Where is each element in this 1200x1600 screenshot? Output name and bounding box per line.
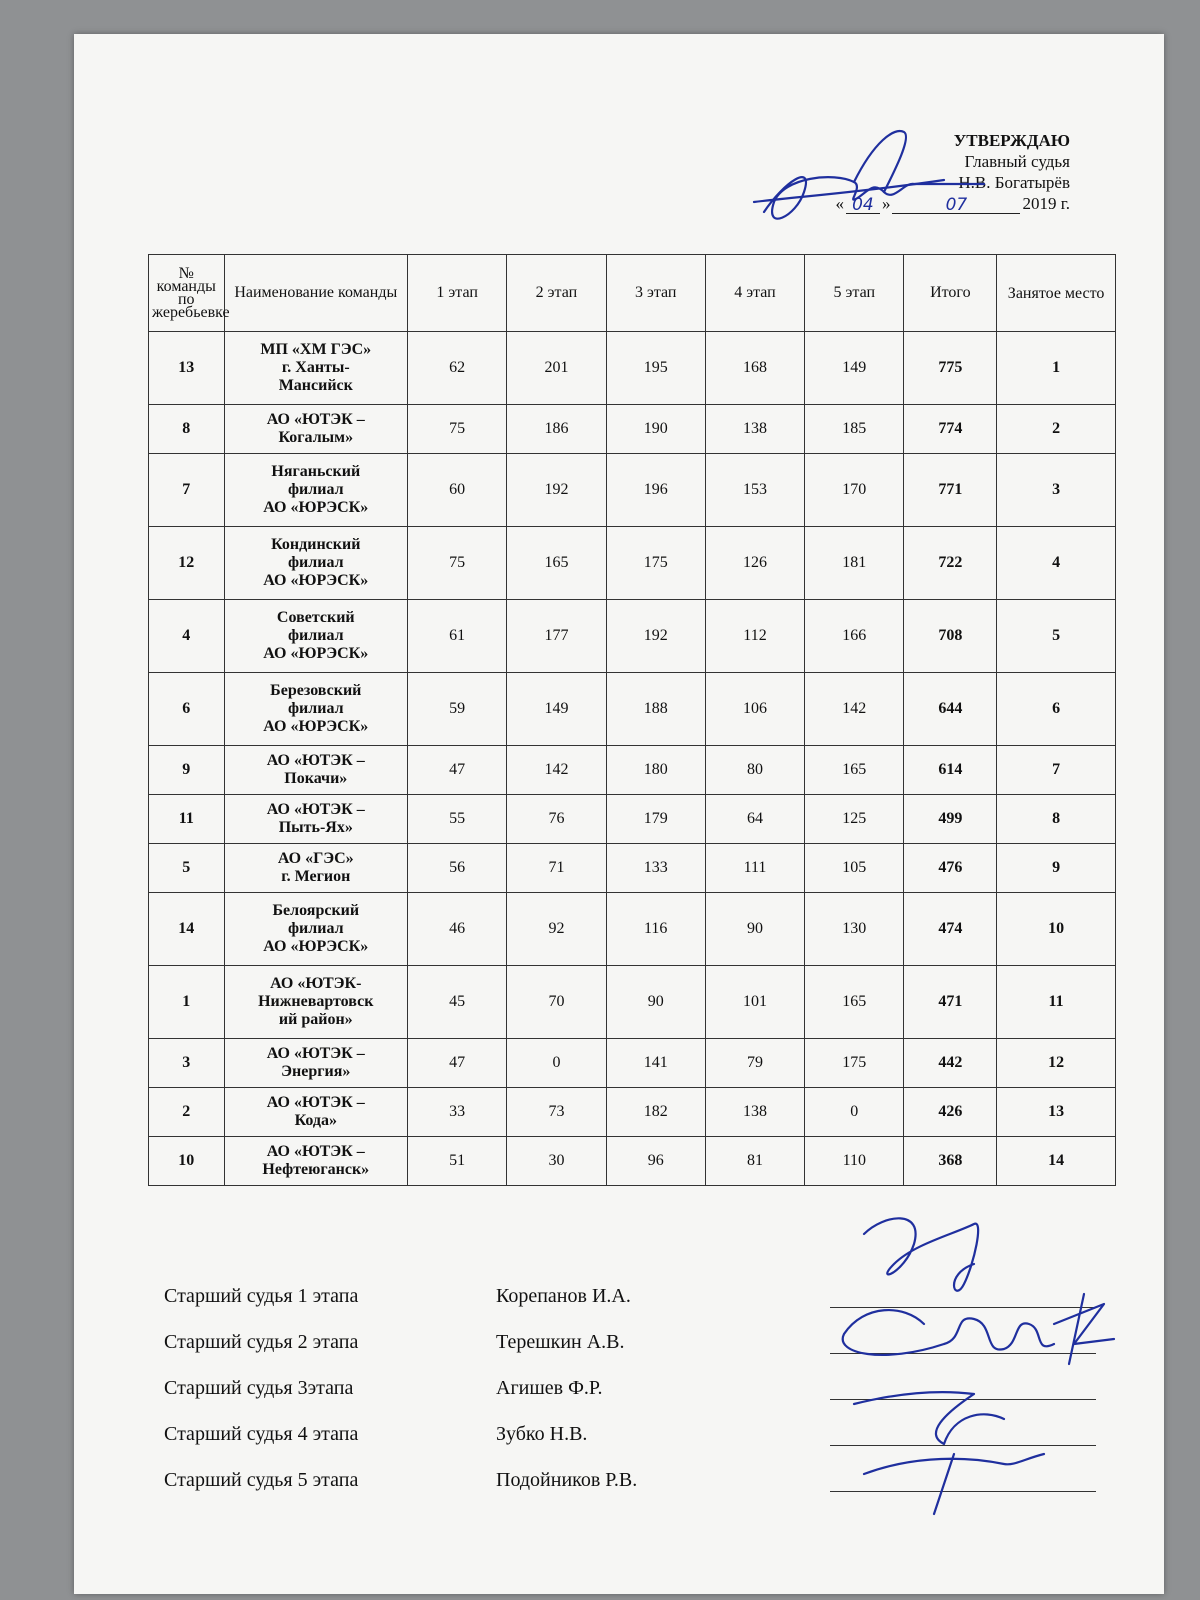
place-cell: 3 <box>997 454 1116 527</box>
judges-list <box>164 1262 1114 1492</box>
stage-1-score-cell: 59 <box>408 673 507 746</box>
place-cell: 6 <box>997 673 1116 746</box>
team-name-line: АО «ЮРЭСК» <box>263 572 369 589</box>
place-cell: 9 <box>997 844 1116 893</box>
header-total: Итого <box>904 255 997 332</box>
date-month: 07 <box>892 195 1020 214</box>
team-name-line: Когалым» <box>278 429 354 446</box>
place-cell: 1 <box>997 332 1116 405</box>
table-row <box>149 795 1116 844</box>
stage-4-score-cell: 168 <box>705 332 804 405</box>
stage-3-score-cell: 188 <box>606 673 705 746</box>
approval-date <box>810 193 1070 214</box>
team-name-cell <box>224 1039 407 1088</box>
stage-3-score-cell: 190 <box>606 405 705 454</box>
stage-2-score-cell: 186 <box>507 405 606 454</box>
team-name-line: АО «ЮТЭК – <box>266 1143 365 1160</box>
team-name-line: Энергия» <box>281 1063 351 1080</box>
judge-role: Старший судья 2 этапа <box>164 1331 359 1353</box>
stage-5-score-cell: 105 <box>805 844 904 893</box>
team-name-line: Мансийск <box>278 377 353 394</box>
stage-4-score-cell: 138 <box>705 405 804 454</box>
date-open-quote: « <box>835 194 844 213</box>
total-score-cell: 471 <box>904 966 997 1039</box>
total-score-cell: 644 <box>904 673 997 746</box>
team-number-cell: 10 <box>149 1137 225 1186</box>
team-name-line: Белоярский <box>272 902 360 919</box>
team-number-cell: 3 <box>149 1039 225 1088</box>
stage-4-score-cell: 101 <box>705 966 804 1039</box>
header-stage-4: 4 этап <box>705 255 804 332</box>
stage-5-score-cell: 110 <box>805 1137 904 1186</box>
team-name-cell <box>224 332 407 405</box>
judge-role: Старший судья 1 этапа <box>164 1285 359 1307</box>
stage-1-score-cell: 47 <box>408 1039 507 1088</box>
team-number-cell: 9 <box>149 746 225 795</box>
team-number-cell: 4 <box>149 600 225 673</box>
table-row <box>149 527 1116 600</box>
team-name-line: Покачи» <box>284 770 348 787</box>
signature-line <box>830 1287 1096 1308</box>
table-row <box>149 673 1116 746</box>
stage-2-score-cell: 76 <box>507 795 606 844</box>
judge-name: Подойников Р.В. <box>496 1469 638 1491</box>
stage-2-score-cell: 177 <box>507 600 606 673</box>
team-name-line: Пыть-Ях» <box>278 819 353 836</box>
total-score-cell: 442 <box>904 1039 997 1088</box>
signature-line <box>830 1471 1096 1492</box>
team-number-cell: 1 <box>149 966 225 1039</box>
table-row <box>149 600 1116 673</box>
date-year: 2019 г. <box>1022 194 1070 213</box>
stage-3-score-cell: 141 <box>606 1039 705 1088</box>
team-name-line: Березовский <box>270 682 362 699</box>
team-name-cell <box>224 454 407 527</box>
team-name-line: АО «ЮТЭК – <box>266 752 365 769</box>
stage-1-score-cell: 45 <box>408 966 507 1039</box>
stage-5-score-cell: 165 <box>805 966 904 1039</box>
table-row <box>149 746 1116 795</box>
team-name-cell <box>224 600 407 673</box>
team-name-cell <box>224 1137 407 1186</box>
stage-1-score-cell: 47 <box>408 746 507 795</box>
stage-5-score-cell: 125 <box>805 795 904 844</box>
place-cell: 8 <box>997 795 1116 844</box>
team-name-line: г. Ханты- <box>281 359 350 376</box>
stage-4-score-cell: 112 <box>705 600 804 673</box>
judge-row-4 <box>164 1400 1114 1446</box>
stage-3-score-cell: 96 <box>606 1137 705 1186</box>
total-score-cell: 474 <box>904 893 997 966</box>
judge-name: Корепанов И.А. <box>496 1285 631 1307</box>
stage-5-score-cell: 149 <box>805 332 904 405</box>
total-score-cell: 722 <box>904 527 997 600</box>
table-row <box>149 1039 1116 1088</box>
signature-line <box>830 1425 1096 1446</box>
total-score-cell: 771 <box>904 454 997 527</box>
header-team-number: № команды по жеребьевке <box>149 255 225 332</box>
total-score-cell: 774 <box>904 405 997 454</box>
team-name-line: АО «ГЭС» <box>277 850 354 867</box>
total-score-cell: 499 <box>904 795 997 844</box>
team-number-cell: 11 <box>149 795 225 844</box>
stage-4-score-cell: 126 <box>705 527 804 600</box>
judge-name: Агишев Ф.Р. <box>496 1377 603 1399</box>
judge-role: Старший судья 4 этапа <box>164 1423 359 1445</box>
stage-1-score-cell: 56 <box>408 844 507 893</box>
team-number-cell: 7 <box>149 454 225 527</box>
signature-line <box>830 1379 1096 1400</box>
stage-4-score-cell: 138 <box>705 1088 804 1137</box>
team-name-line: филиал <box>287 700 344 717</box>
stage-4-score-cell: 81 <box>705 1137 804 1186</box>
place-cell: 12 <box>997 1039 1116 1088</box>
table-header-row <box>149 255 1116 332</box>
total-score-cell: 368 <box>904 1137 997 1186</box>
document-sheet <box>74 34 1164 1594</box>
stage-5-score-cell: 185 <box>805 405 904 454</box>
stage-5-score-cell: 170 <box>805 454 904 527</box>
place-cell: 10 <box>997 893 1116 966</box>
approval-name: Н.В. Богатырёв <box>958 173 1070 192</box>
judge-row-5 <box>164 1446 1114 1492</box>
stage-1-score-cell: 60 <box>408 454 507 527</box>
team-name-cell <box>224 1088 407 1137</box>
team-name-line: АО «ЮТЭК – <box>266 1045 365 1062</box>
results-body <box>149 332 1116 1186</box>
stage-5-score-cell: 130 <box>805 893 904 966</box>
stage-1-score-cell: 51 <box>408 1137 507 1186</box>
header-stage-1: 1 этап <box>408 255 507 332</box>
place-cell: 14 <box>997 1137 1116 1186</box>
table-row <box>149 966 1116 1039</box>
place-cell: 13 <box>997 1088 1116 1137</box>
team-name-cell <box>224 746 407 795</box>
stage-1-score-cell: 46 <box>408 893 507 966</box>
stage-2-score-cell: 149 <box>507 673 606 746</box>
stage-4-score-cell: 106 <box>705 673 804 746</box>
team-name-line: АО «ЮРЭСК» <box>263 645 369 662</box>
team-name-line: АО «ЮРЭСК» <box>263 718 369 735</box>
stage-5-score-cell: 142 <box>805 673 904 746</box>
team-name-line: филиал <box>287 627 344 644</box>
stage-2-score-cell: 142 <box>507 746 606 795</box>
total-score-cell: 775 <box>904 332 997 405</box>
stage-2-score-cell: 70 <box>507 966 606 1039</box>
team-number-cell: 12 <box>149 527 225 600</box>
stage-3-score-cell: 180 <box>606 746 705 795</box>
team-number-cell: 14 <box>149 893 225 966</box>
judge-role: Старший судья 5 этапа <box>164 1469 359 1491</box>
team-name-cell <box>224 795 407 844</box>
stage-2-score-cell: 192 <box>507 454 606 527</box>
stage-4-score-cell: 153 <box>705 454 804 527</box>
total-score-cell: 708 <box>904 600 997 673</box>
team-name-line: Няганьский <box>271 463 361 480</box>
stage-2-score-cell: 201 <box>507 332 606 405</box>
stage-5-score-cell: 0 <box>805 1088 904 1137</box>
header-stage-5: 5 этап <box>805 255 904 332</box>
table-row <box>149 893 1116 966</box>
header-stage-3: 3 этап <box>606 255 705 332</box>
team-name-line: г. Мегион <box>281 868 351 885</box>
judge-name: Терешкин А.В. <box>496 1331 625 1353</box>
judge-role: Старший судья 3этапа <box>164 1377 354 1399</box>
judge-row-3 <box>164 1354 1114 1400</box>
team-name-line: МП «ХМ ГЭС» <box>260 341 372 358</box>
stage-1-score-cell: 33 <box>408 1088 507 1137</box>
stage-3-score-cell: 133 <box>606 844 705 893</box>
stage-3-score-cell: 182 <box>606 1088 705 1137</box>
stage-5-score-cell: 181 <box>805 527 904 600</box>
team-name-cell <box>224 527 407 600</box>
team-name-line: Нижневартовск <box>258 993 374 1010</box>
header-team-name: Наименование команды <box>224 255 407 332</box>
table-row <box>149 405 1116 454</box>
team-number-cell: 2 <box>149 1088 225 1137</box>
stage-2-score-cell: 165 <box>507 527 606 600</box>
team-name-cell <box>224 966 407 1039</box>
stage-1-score-cell: 61 <box>408 600 507 673</box>
team-number-cell: 8 <box>149 405 225 454</box>
date-day: 04 <box>846 195 880 214</box>
place-cell: 2 <box>997 405 1116 454</box>
team-name-line: АО «ЮРЭСК» <box>263 499 369 516</box>
team-name-cell <box>224 844 407 893</box>
stage-3-score-cell: 116 <box>606 893 705 966</box>
stage-3-score-cell: 90 <box>606 966 705 1039</box>
team-name-line: филиал <box>287 920 344 937</box>
approval-title: УТВЕРЖДАЮ <box>953 131 1070 150</box>
stage-2-score-cell: 73 <box>507 1088 606 1137</box>
team-name-cell <box>224 405 407 454</box>
stage-4-score-cell: 79 <box>705 1039 804 1088</box>
total-score-cell: 426 <box>904 1088 997 1137</box>
team-name-line: АО «ЮТЭК – <box>266 411 365 428</box>
stage-5-score-cell: 175 <box>805 1039 904 1088</box>
approval-block <box>810 130 1070 214</box>
team-name-line: АО «ЮРЭСК» <box>263 938 369 955</box>
stage-1-score-cell: 75 <box>408 527 507 600</box>
table-row <box>149 1137 1116 1186</box>
stage-3-score-cell: 179 <box>606 795 705 844</box>
team-number-cell: 13 <box>149 332 225 405</box>
stage-1-score-cell: 62 <box>408 332 507 405</box>
signature-line <box>830 1333 1096 1354</box>
stage-2-score-cell: 92 <box>507 893 606 966</box>
stage-4-score-cell: 90 <box>705 893 804 966</box>
team-name-line: Кондинский <box>271 536 361 553</box>
team-number-cell: 5 <box>149 844 225 893</box>
team-name-line: АО «ЮТЭК – <box>266 1094 365 1111</box>
team-name-cell <box>224 673 407 746</box>
team-name-line: филиал <box>287 481 344 498</box>
stage-5-score-cell: 166 <box>805 600 904 673</box>
stage-3-score-cell: 192 <box>606 600 705 673</box>
results-table <box>148 254 1116 1186</box>
stage-3-score-cell: 195 <box>606 332 705 405</box>
team-name-cell <box>224 893 407 966</box>
team-name-line: Советский <box>276 609 355 626</box>
stage-2-score-cell: 30 <box>507 1137 606 1186</box>
stage-1-score-cell: 75 <box>408 405 507 454</box>
team-name-line: филиал <box>287 554 344 571</box>
team-name-line: ий район» <box>278 1011 353 1028</box>
judge-name: Зубко Н.В. <box>496 1423 588 1445</box>
judge-row-2 <box>164 1308 1114 1354</box>
team-name-line: АО «ЮТЭК – <box>266 801 365 818</box>
stage-2-score-cell: 71 <box>507 844 606 893</box>
stage-4-score-cell: 80 <box>705 746 804 795</box>
place-cell: 11 <box>997 966 1116 1039</box>
stage-3-score-cell: 175 <box>606 527 705 600</box>
place-cell: 4 <box>997 527 1116 600</box>
place-cell: 5 <box>997 600 1116 673</box>
stage-4-score-cell: 64 <box>705 795 804 844</box>
header-place: Занятое место <box>997 255 1116 332</box>
team-number-cell: 6 <box>149 673 225 746</box>
team-name-line: Нефтеюганск» <box>262 1161 370 1178</box>
approval-position: Главный судья <box>964 152 1070 171</box>
team-name-line: Кода» <box>294 1112 337 1129</box>
table-row <box>149 844 1116 893</box>
stage-4-score-cell: 111 <box>705 844 804 893</box>
header-stage-2: 2 этап <box>507 255 606 332</box>
stage-5-score-cell: 165 <box>805 746 904 795</box>
stage-2-score-cell: 0 <box>507 1039 606 1088</box>
table-row <box>149 454 1116 527</box>
total-score-cell: 476 <box>904 844 997 893</box>
date-close-quote: » <box>881 194 891 213</box>
judge-row-1 <box>164 1262 1114 1308</box>
place-cell: 7 <box>997 746 1116 795</box>
stage-1-score-cell: 55 <box>408 795 507 844</box>
stage-3-score-cell: 196 <box>606 454 705 527</box>
team-name-line: АО «ЮТЭК- <box>270 975 362 992</box>
total-score-cell: 614 <box>904 746 997 795</box>
table-row <box>149 332 1116 405</box>
table-row <box>149 1088 1116 1137</box>
